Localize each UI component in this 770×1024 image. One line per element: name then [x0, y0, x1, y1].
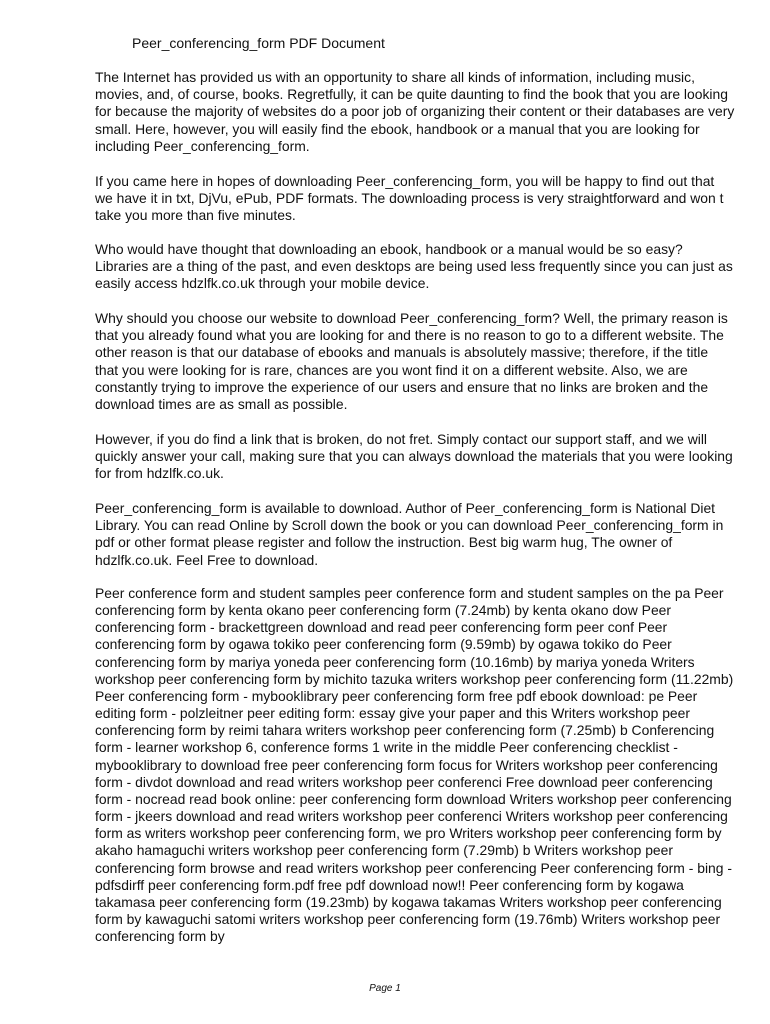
paragraph-ease: Who would have thought that downloading an ebook, handbook or a manual would be so easy? Libraries are a thing of the past, and even desktops are being used less frequently since you can just as easily access hdzlfk.co.uk through your mobile device.: [95, 241, 733, 292]
page-number: Page 1: [369, 983, 401, 994]
paragraph-why-choose: Why should you choose our website to download Peer_conferencing_form? Well, the primary reason is that you already found what you are looking for and there is no reason to go to a different website. The other reason is that our database of ebooks and manuals is absolutely massive; therefore, if the title that you were looking for is rare, chances are you wont find it on a different website. Also, we are constantly trying to improve the experience of our users and ensure that no links are broken and the download times are as small as possible.: [95, 310, 728, 413]
paragraph-intro: The Internet has provided us with an opportunity to share all kinds of information, including music, movies, and, of course, books. Regretfully, it can be quite daunting to find the book that you are looking for because the majority of websites do a poor job of organizing their content or their databases are very small. Here, however, you will easily find the ebook, handbook or a manual that you are looking for including Peer_conferencing_form.: [95, 69, 735, 154]
paragraph-related-links: Peer conference form and student samples peer conference form and student samples on the pa Peer conferencing form by kenta okano peer conferencing form (7.24mb) by kenta okano dow Peer conferencing form - brackettgreen download and read peer conferencing form peer conf Peer conferencing form by ogawa tokiko peer conferencing form (9.59mb) by ogawa tokiko do Peer conferencing form by mariya yoneda peer conferencing form (10.16mb) by mariya yoneda Writers workshop peer conferencing form by michito tazuka writers workshop peer conferencing form (11.22mb) Peer conferencing form - mybooklibrary peer conferencing form free pdf ebook download: pe Peer editing form - polzleitner peer editing form: essay give your paper and this Writers workshop peer conferencing form by reimi tahara writers workshop peer conferencing form (7.25mb) b Conferencing form - learner workshop 6, conference forms 1 write in the middle Peer conferencing checklist - mybooklibrary to download free peer conferencing form focus for Writers workshop peer conferencing form - divdot download and read writers workshop peer conferenci Free download peer conferencing form - nocread read book online: peer conferencing form download Writers workshop peer conferencing form - jkeers download and read writers workshop peer conferenci Writers workshop peer conferencing form as writers workshop peer conferencing form, we pro Writers workshop peer conferencing form by akaho hamaguchi writers workshop peer conferencing form (7.29mb) b Writers workshop peer conferencing form browse and read writers workshop peer conferencing Peer conferencing form - bing - pdfsdirff peer conferencing form.pdf free pdf download now!! Peer conferencing form by kogawa takamasa peer conferencing form (19.23mb) by kogawa takamas Writers workshop peer conferencing form by kawaguchi satomi writers workshop peer conferencing form (19.76mb) Writers workshop peer conferencing form by: [95, 585, 734, 945]
paragraph-formats: If you came here in hopes of downloading Peer_conferencing_form, you will be happy to find out that we have it in txt, DjVu, ePub, PDF formats. The downloading process is very straightforward and won t take you more than five minutes.: [95, 173, 724, 224]
document-title: Peer_conferencing_form PDF Document: [132, 35, 385, 51]
paragraph-availability: Peer_conferencing_form is available to download. Author of Peer_conferencing_form is National Diet Library. You can read Online by Scroll down the book or you can download Peer_conferencing_form in pdf or other format please register and follow the instruction. Best big warm hug, The owner of hdzlfk.co.uk. Feel Free to download.: [95, 500, 724, 568]
paragraph-broken-link: However, if you do find a link that is broken, do not fret. Simply contact our support staff, and we will quickly answer your call, making sure that you can always download the materials that you were looking for from hdzlfk.co.uk.: [95, 431, 733, 482]
